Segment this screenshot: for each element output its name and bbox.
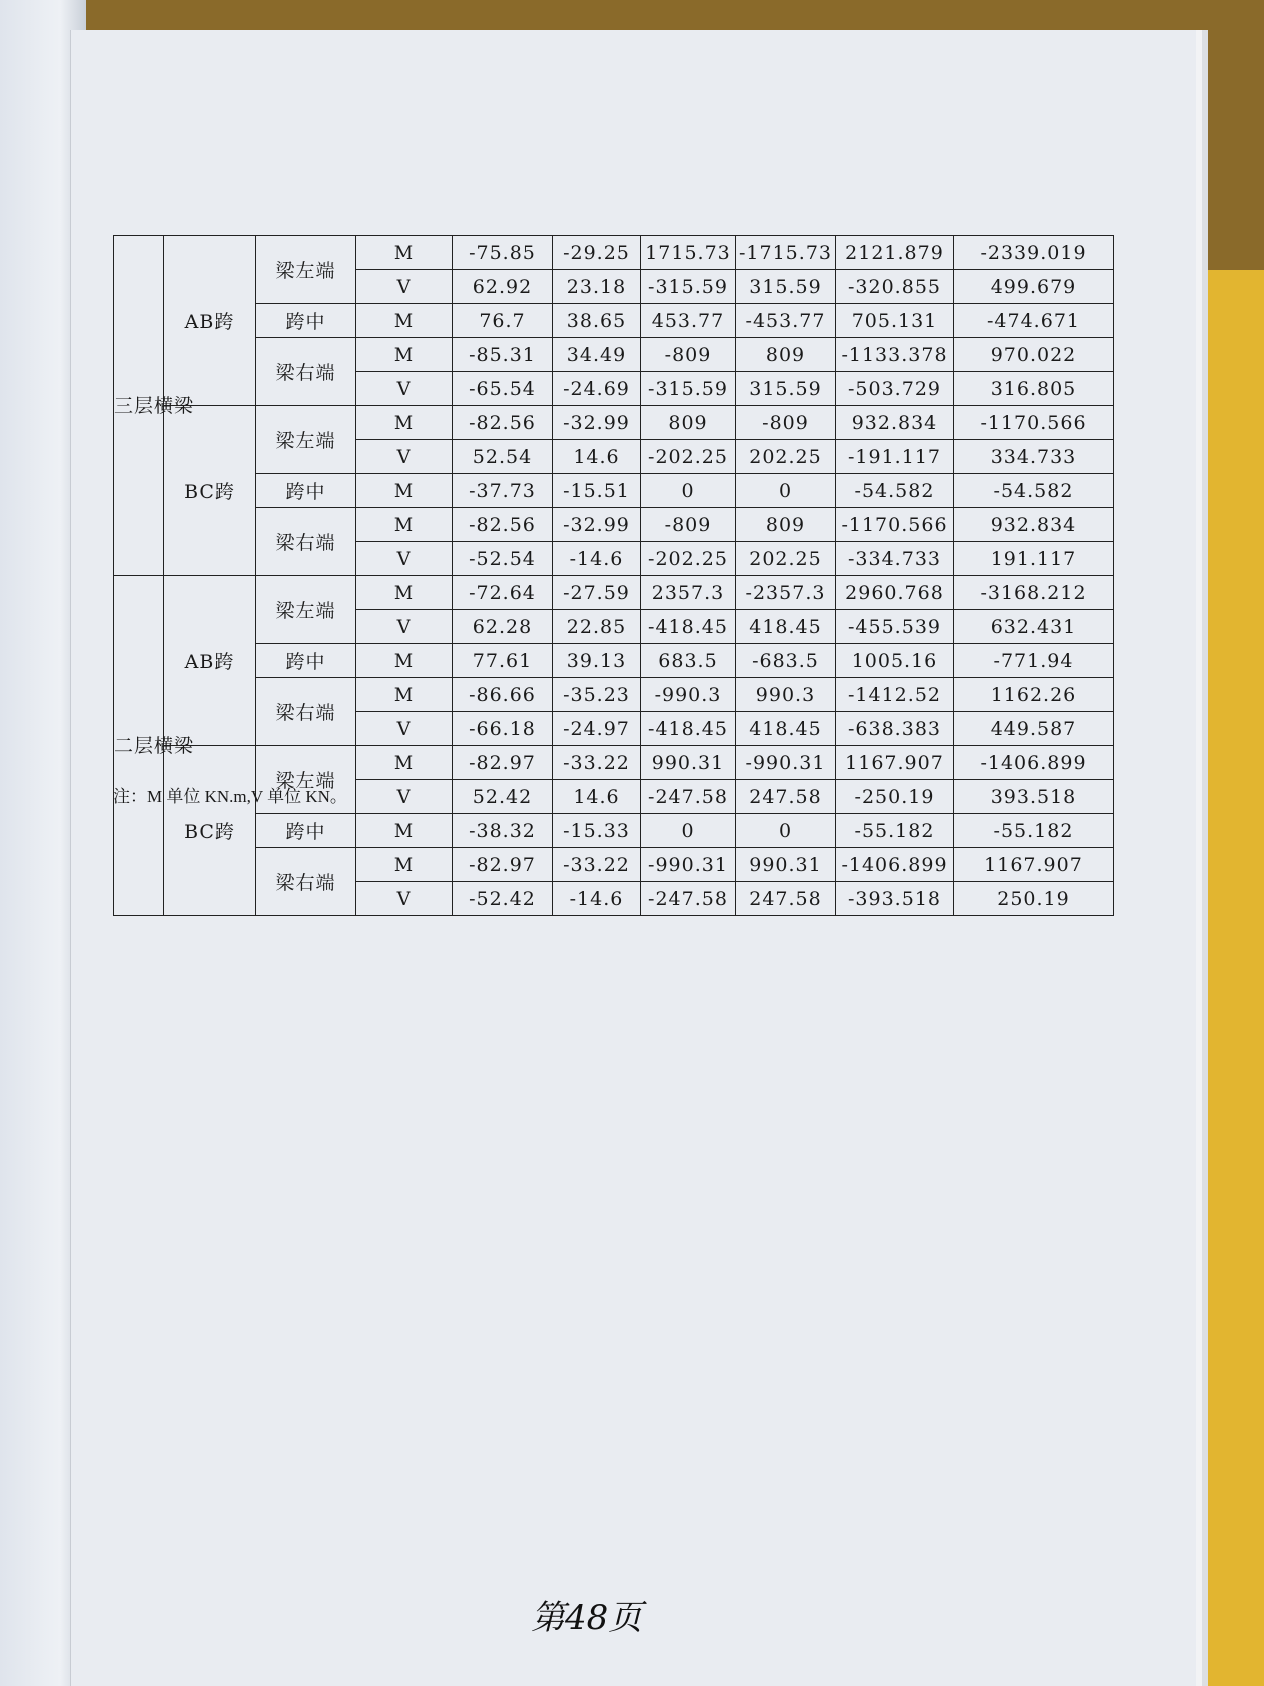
value-cell: -38.32 bbox=[453, 814, 553, 848]
value-cell: -250.19 bbox=[836, 780, 954, 814]
value-cell: -1133.378 bbox=[836, 338, 954, 372]
position-label: 跨中 bbox=[256, 304, 356, 338]
value-cell: -2357.3 bbox=[736, 576, 836, 610]
value-cell: 418.45 bbox=[736, 610, 836, 644]
table-row bbox=[114, 746, 1114, 780]
value-cell: -72.64 bbox=[453, 576, 553, 610]
value-cell: -455.539 bbox=[836, 610, 954, 644]
value-cell: 62.92 bbox=[453, 270, 553, 304]
value-cell: -1170.566 bbox=[954, 406, 1114, 440]
value-cell: 453.77 bbox=[641, 304, 736, 338]
value-cell: 1005.16 bbox=[836, 644, 954, 678]
value-cell: -474.671 bbox=[954, 304, 1114, 338]
value-cell: -15.33 bbox=[553, 814, 641, 848]
value-cell: 14.6 bbox=[553, 440, 641, 474]
value-cell: -55.182 bbox=[836, 814, 954, 848]
value-cell: 499.679 bbox=[954, 270, 1114, 304]
value-cell: -315.59 bbox=[641, 372, 736, 406]
value-cell: 250.19 bbox=[954, 882, 1114, 916]
value-cell: -82.97 bbox=[453, 848, 553, 882]
quantity-label: V bbox=[356, 882, 453, 916]
value-cell: -1412.52 bbox=[836, 678, 954, 712]
value-cell: 2357.3 bbox=[641, 576, 736, 610]
value-cell: -990.31 bbox=[736, 746, 836, 780]
table-row bbox=[114, 304, 1114, 338]
quantity-label: M bbox=[356, 474, 453, 508]
quantity-label: M bbox=[356, 236, 453, 270]
value-cell: -1170.566 bbox=[836, 508, 954, 542]
value-cell: -393.518 bbox=[836, 882, 954, 916]
value-cell: 52.54 bbox=[453, 440, 553, 474]
table-row bbox=[114, 814, 1114, 848]
quantity-label: M bbox=[356, 814, 453, 848]
value-cell: -75.85 bbox=[453, 236, 553, 270]
value-cell: 247.58 bbox=[736, 780, 836, 814]
value-cell: -32.99 bbox=[553, 406, 641, 440]
quantity-label: V bbox=[356, 780, 453, 814]
value-cell: -990.3 bbox=[641, 678, 736, 712]
value-cell: -809 bbox=[736, 406, 836, 440]
value-cell: 22.85 bbox=[553, 610, 641, 644]
value-cell: -2339.019 bbox=[954, 236, 1114, 270]
quantity-label: V bbox=[356, 542, 453, 576]
value-cell: 77.61 bbox=[453, 644, 553, 678]
table-row bbox=[114, 508, 1114, 542]
quantity-label: M bbox=[356, 678, 453, 712]
value-cell: 34.49 bbox=[553, 338, 641, 372]
value-cell: 809 bbox=[736, 508, 836, 542]
value-cell: -66.18 bbox=[453, 712, 553, 746]
value-cell: 932.834 bbox=[954, 508, 1114, 542]
value-cell: 393.518 bbox=[954, 780, 1114, 814]
table-row bbox=[114, 678, 1114, 712]
value-cell: 0 bbox=[736, 474, 836, 508]
position-label: 梁右端 bbox=[256, 338, 356, 406]
value-cell: 990.31 bbox=[641, 746, 736, 780]
value-cell: 418.45 bbox=[736, 712, 836, 746]
value-cell: 990.3 bbox=[736, 678, 836, 712]
quantity-label: M bbox=[356, 848, 453, 882]
document-page bbox=[70, 30, 1196, 1686]
value-cell: 0 bbox=[641, 474, 736, 508]
value-cell: -418.45 bbox=[641, 712, 736, 746]
table-row bbox=[114, 644, 1114, 678]
value-cell: -85.31 bbox=[453, 338, 553, 372]
value-cell: 39.13 bbox=[553, 644, 641, 678]
position-label: 梁右端 bbox=[256, 678, 356, 746]
value-cell: 315.59 bbox=[736, 270, 836, 304]
position-label: 梁右端 bbox=[256, 848, 356, 916]
value-cell: 52.42 bbox=[453, 780, 553, 814]
value-cell: -29.25 bbox=[553, 236, 641, 270]
span-label: AB跨 bbox=[164, 236, 256, 406]
floor-label: 三层横梁 bbox=[114, 236, 164, 576]
value-cell: -52.54 bbox=[453, 542, 553, 576]
value-cell: -82.56 bbox=[453, 406, 553, 440]
value-cell: -247.58 bbox=[641, 882, 736, 916]
quantity-label: V bbox=[356, 440, 453, 474]
value-cell: 1162.26 bbox=[954, 678, 1114, 712]
value-cell: -418.45 bbox=[641, 610, 736, 644]
value-cell: 970.022 bbox=[954, 338, 1114, 372]
value-cell: 1167.907 bbox=[954, 848, 1114, 882]
quantity-label: V bbox=[356, 270, 453, 304]
value-cell: 14.6 bbox=[553, 780, 641, 814]
value-cell: -453.77 bbox=[736, 304, 836, 338]
quantity-label: M bbox=[356, 406, 453, 440]
value-cell: -35.23 bbox=[553, 678, 641, 712]
value-cell: -15.51 bbox=[553, 474, 641, 508]
quantity-label: M bbox=[356, 508, 453, 542]
value-cell: 705.131 bbox=[836, 304, 954, 338]
value-cell: 809 bbox=[641, 406, 736, 440]
span-label: BC跨 bbox=[164, 746, 256, 916]
position-label: 跨中 bbox=[256, 814, 356, 848]
value-cell: -683.5 bbox=[736, 644, 836, 678]
value-cell: -55.182 bbox=[954, 814, 1114, 848]
value-cell: 315.59 bbox=[736, 372, 836, 406]
value-cell: -54.582 bbox=[836, 474, 954, 508]
value-cell: -54.582 bbox=[954, 474, 1114, 508]
value-cell: 809 bbox=[736, 338, 836, 372]
value-cell: -334.733 bbox=[836, 542, 954, 576]
value-cell: -82.97 bbox=[453, 746, 553, 780]
value-cell: -82.56 bbox=[453, 508, 553, 542]
value-cell: -24.97 bbox=[553, 712, 641, 746]
position-label: 跨中 bbox=[256, 644, 356, 678]
value-cell: -809 bbox=[641, 338, 736, 372]
quantity-label: V bbox=[356, 712, 453, 746]
value-cell: -24.69 bbox=[553, 372, 641, 406]
value-cell: 38.65 bbox=[553, 304, 641, 338]
value-cell: 76.7 bbox=[453, 304, 553, 338]
value-cell: 2960.768 bbox=[836, 576, 954, 610]
floor-label: 二层横梁 bbox=[114, 576, 164, 916]
table-row bbox=[114, 236, 1114, 270]
position-label: 梁左端 bbox=[256, 746, 356, 814]
value-cell: 683.5 bbox=[641, 644, 736, 678]
unit-note: 注：M 单位 KN.m,V 单位 KN。 bbox=[113, 787, 347, 806]
value-cell: -32.99 bbox=[553, 508, 641, 542]
value-cell: 2121.879 bbox=[836, 236, 954, 270]
desk-background bbox=[1204, 270, 1264, 1686]
beam-force-table-container bbox=[113, 235, 1113, 916]
value-cell: -33.22 bbox=[553, 746, 641, 780]
quantity-label: V bbox=[356, 610, 453, 644]
value-cell: -14.6 bbox=[553, 882, 641, 916]
value-cell: 202.25 bbox=[736, 440, 836, 474]
value-cell: 1715.73 bbox=[641, 236, 736, 270]
value-cell: -503.729 bbox=[836, 372, 954, 406]
span-label: AB跨 bbox=[164, 576, 256, 746]
value-cell: 23.18 bbox=[553, 270, 641, 304]
value-cell: -65.54 bbox=[453, 372, 553, 406]
table-row bbox=[114, 406, 1114, 440]
page-number: 第48页 bbox=[531, 1598, 643, 1638]
value-cell: 0 bbox=[641, 814, 736, 848]
value-cell: -1715.73 bbox=[736, 236, 836, 270]
value-cell: -202.25 bbox=[641, 440, 736, 474]
value-cell: -52.42 bbox=[453, 882, 553, 916]
value-cell: -202.25 bbox=[641, 542, 736, 576]
table-row bbox=[114, 848, 1114, 882]
beam-internal-force-table bbox=[113, 235, 1114, 916]
value-cell: 316.805 bbox=[954, 372, 1114, 406]
value-cell: 62.28 bbox=[453, 610, 553, 644]
value-cell: 247.58 bbox=[736, 882, 836, 916]
position-label: 梁左端 bbox=[256, 406, 356, 474]
value-cell: -315.59 bbox=[641, 270, 736, 304]
value-cell: -3168.212 bbox=[954, 576, 1114, 610]
value-cell: -809 bbox=[641, 508, 736, 542]
quantity-label: M bbox=[356, 338, 453, 372]
value-cell: -990.31 bbox=[641, 848, 736, 882]
value-cell: 334.733 bbox=[954, 440, 1114, 474]
value-cell: 932.834 bbox=[836, 406, 954, 440]
quantity-label: M bbox=[356, 644, 453, 678]
quantity-label: M bbox=[356, 304, 453, 338]
value-cell: 0 bbox=[736, 814, 836, 848]
value-cell: -191.117 bbox=[836, 440, 954, 474]
table-row bbox=[114, 576, 1114, 610]
value-cell: -247.58 bbox=[641, 780, 736, 814]
table-row bbox=[114, 338, 1114, 372]
position-label: 梁右端 bbox=[256, 508, 356, 576]
span-label: BC跨 bbox=[164, 406, 256, 576]
quantity-label: M bbox=[356, 576, 453, 610]
value-cell: 191.117 bbox=[954, 542, 1114, 576]
value-cell: -320.855 bbox=[836, 270, 954, 304]
value-cell: 449.587 bbox=[954, 712, 1114, 746]
quantity-label: V bbox=[356, 372, 453, 406]
value-cell: 632.431 bbox=[954, 610, 1114, 644]
value-cell: -1406.899 bbox=[836, 848, 954, 882]
position-label: 梁左端 bbox=[256, 236, 356, 304]
position-label: 梁左端 bbox=[256, 576, 356, 644]
value-cell: -1406.899 bbox=[954, 746, 1114, 780]
value-cell: 1167.907 bbox=[836, 746, 954, 780]
position-label: 跨中 bbox=[256, 474, 356, 508]
value-cell: -27.59 bbox=[553, 576, 641, 610]
value-cell: -771.94 bbox=[954, 644, 1114, 678]
value-cell: -638.383 bbox=[836, 712, 954, 746]
value-cell: -37.73 bbox=[453, 474, 553, 508]
value-cell: -86.66 bbox=[453, 678, 553, 712]
quantity-label: M bbox=[356, 746, 453, 780]
value-cell: -33.22 bbox=[553, 848, 641, 882]
table-body bbox=[114, 236, 1114, 916]
table-row bbox=[114, 474, 1114, 508]
value-cell: 202.25 bbox=[736, 542, 836, 576]
value-cell: 990.31 bbox=[736, 848, 836, 882]
value-cell: -14.6 bbox=[553, 542, 641, 576]
